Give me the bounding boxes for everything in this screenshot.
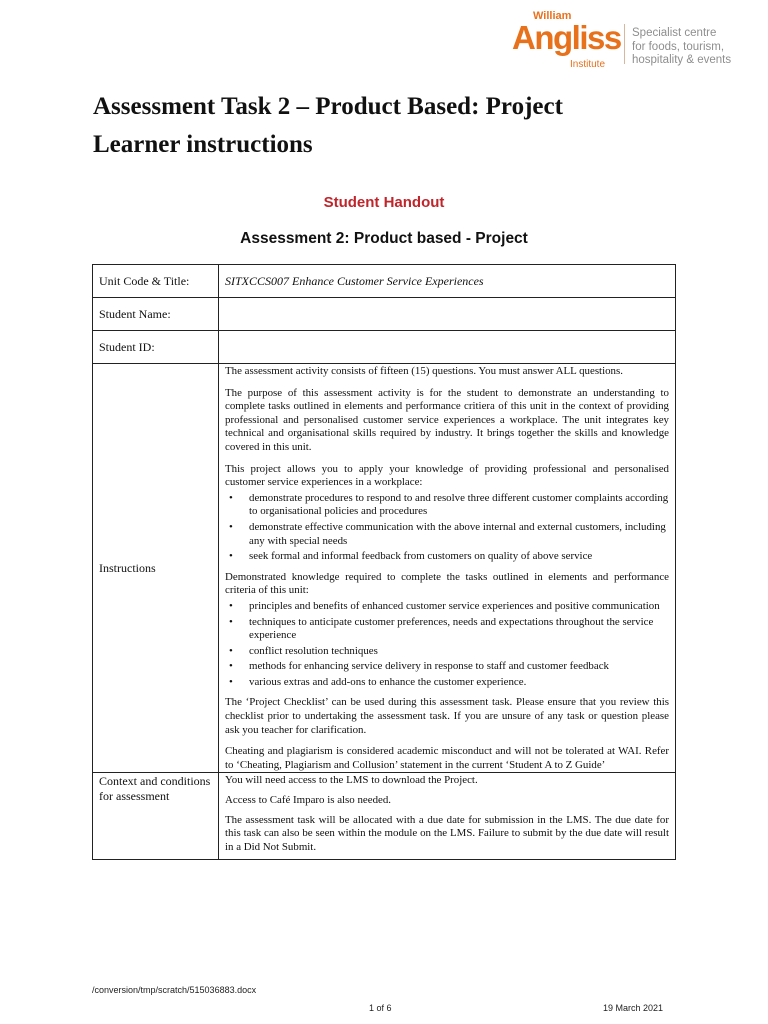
context-label: Context and conditions for assessment <box>93 773 219 860</box>
logo-tagline <box>632 27 731 68</box>
instructions-label: Instructions <box>93 364 219 773</box>
unit-label: Unit Code & Title: <box>93 265 219 298</box>
unit-value: SITXCCS007 Enhance Customer Service Experiences <box>219 265 676 298</box>
logo-angliss-text: Angliss <box>512 19 621 56</box>
unit-row <box>93 265 676 298</box>
student-id-label: Student ID: <box>93 331 219 364</box>
student-name-label: Student Name: <box>93 298 219 331</box>
list-item: • demonstrate effective communication with the above internal and external customers, including any with special needs <box>249 521 669 548</box>
student-id-field[interactable] <box>219 331 676 364</box>
page-title-line-2: Learner instructions <box>93 131 313 158</box>
knowledge-requirements-list <box>225 600 669 690</box>
student-id-row <box>93 331 676 364</box>
context-paragraph: Access to Café Imparo is also needed. <box>225 794 392 807</box>
instructions-paragraph: The purpose of this assessment activity is for the student to demonstrate an understanding to complete tasks outlined in elements and performance critiera of this unit in the context of providing professional and personalised customer service experiences a workplace. The unit integrates key technical and organisational skills required by industry. It brings together the skills and knowledge covered in this unit. <box>225 386 669 453</box>
instructions-paragraph: Cheating and plagiarism is considered academic misconduct and will not be tolerated at WAI. Refer to ‘Cheating, Plagiarism and Collusion’ statement in the current ‘Student A to Z Guide’ <box>225 745 669 771</box>
student-name-field[interactable] <box>219 298 676 331</box>
list-item: • principles and benefits of enhanced customer service experiences and positive communication <box>249 600 669 614</box>
list-item: • seek formal and informal feedback from customers on quality of above service <box>249 550 669 564</box>
list-item: • demonstrate procedures to respond to and resolve three different customer complaints according to organisational policies and procedures <box>249 492 669 519</box>
instructions-paragraph: Demonstrated knowledge required to complete the tasks outlined in elements and performance criteria of this unit: <box>225 570 669 597</box>
assessment-subtitle: Assessment 2: Product based - Project <box>240 230 528 247</box>
logo-tagline-line: hospitality & events <box>632 54 732 66</box>
instructions-paragraph: The assessment activity consists of fifteen (15) questions. You must answer ALL questions. <box>225 365 623 377</box>
william-angliss-logo <box>512 10 748 72</box>
instructions-row <box>93 364 676 773</box>
student-handout-heading: Student Handout <box>323 194 445 211</box>
context-paragraph: The assessment task will be allocated with a due date for submission in the LMS. The due date for this task can also be seen within the module on the LMS. Failure to submit by the due date will result in a Did Not Submit. <box>225 813 669 853</box>
project-requirements-list <box>225 492 669 564</box>
context-paragraph: You will need access to the LMS to download the Project. <box>225 774 478 787</box>
page-title-line-1: Assessment Task 2 – Product Based: Project <box>93 93 563 120</box>
context-row <box>93 773 676 860</box>
instructions-paragraph: The ‘Project Checklist’ can be used during this assessment task. Please ensure that you review this checklist prior to undertaking the assessment task. If you are unsure of any task or question please ask you teacher for clarification. <box>225 696 669 736</box>
context-content <box>219 773 676 860</box>
logo-william-text: William <box>533 10 572 22</box>
instructions-content <box>219 364 676 773</box>
list-item: • various extras and add-ons to enhance the customer experience. <box>249 676 669 690</box>
context-content-clip <box>225 774 669 859</box>
list-item: • conflict resolution techniques <box>249 645 669 659</box>
footer-date: 19 March 2021 <box>603 1003 664 1013</box>
footer-file-path: /conversion/tmp/scratch/515036883.docx <box>92 985 257 995</box>
student-name-row <box>93 298 676 331</box>
logo-divider <box>624 24 625 64</box>
list-item: • methods for enhancing service delivery in response to staff and customer feedback <box>249 660 669 674</box>
logo-institute-text: Institute <box>570 59 606 70</box>
logo-tagline-line: for foods, tourism, <box>632 40 725 53</box>
logo-tagline-line: Specialist centre <box>632 27 717 39</box>
assessment-info-table <box>92 264 676 860</box>
footer-page-number: 1 of 6 <box>369 1003 392 1013</box>
instructions-paragraph: This project allows you to apply your knowledge of providing professional and personalised customer service experiences in a workplace: <box>225 462 669 489</box>
list-item: • techniques to anticipate customer preferences, needs and expectations throughout the service experience <box>249 616 669 643</box>
page-title <box>93 88 563 164</box>
